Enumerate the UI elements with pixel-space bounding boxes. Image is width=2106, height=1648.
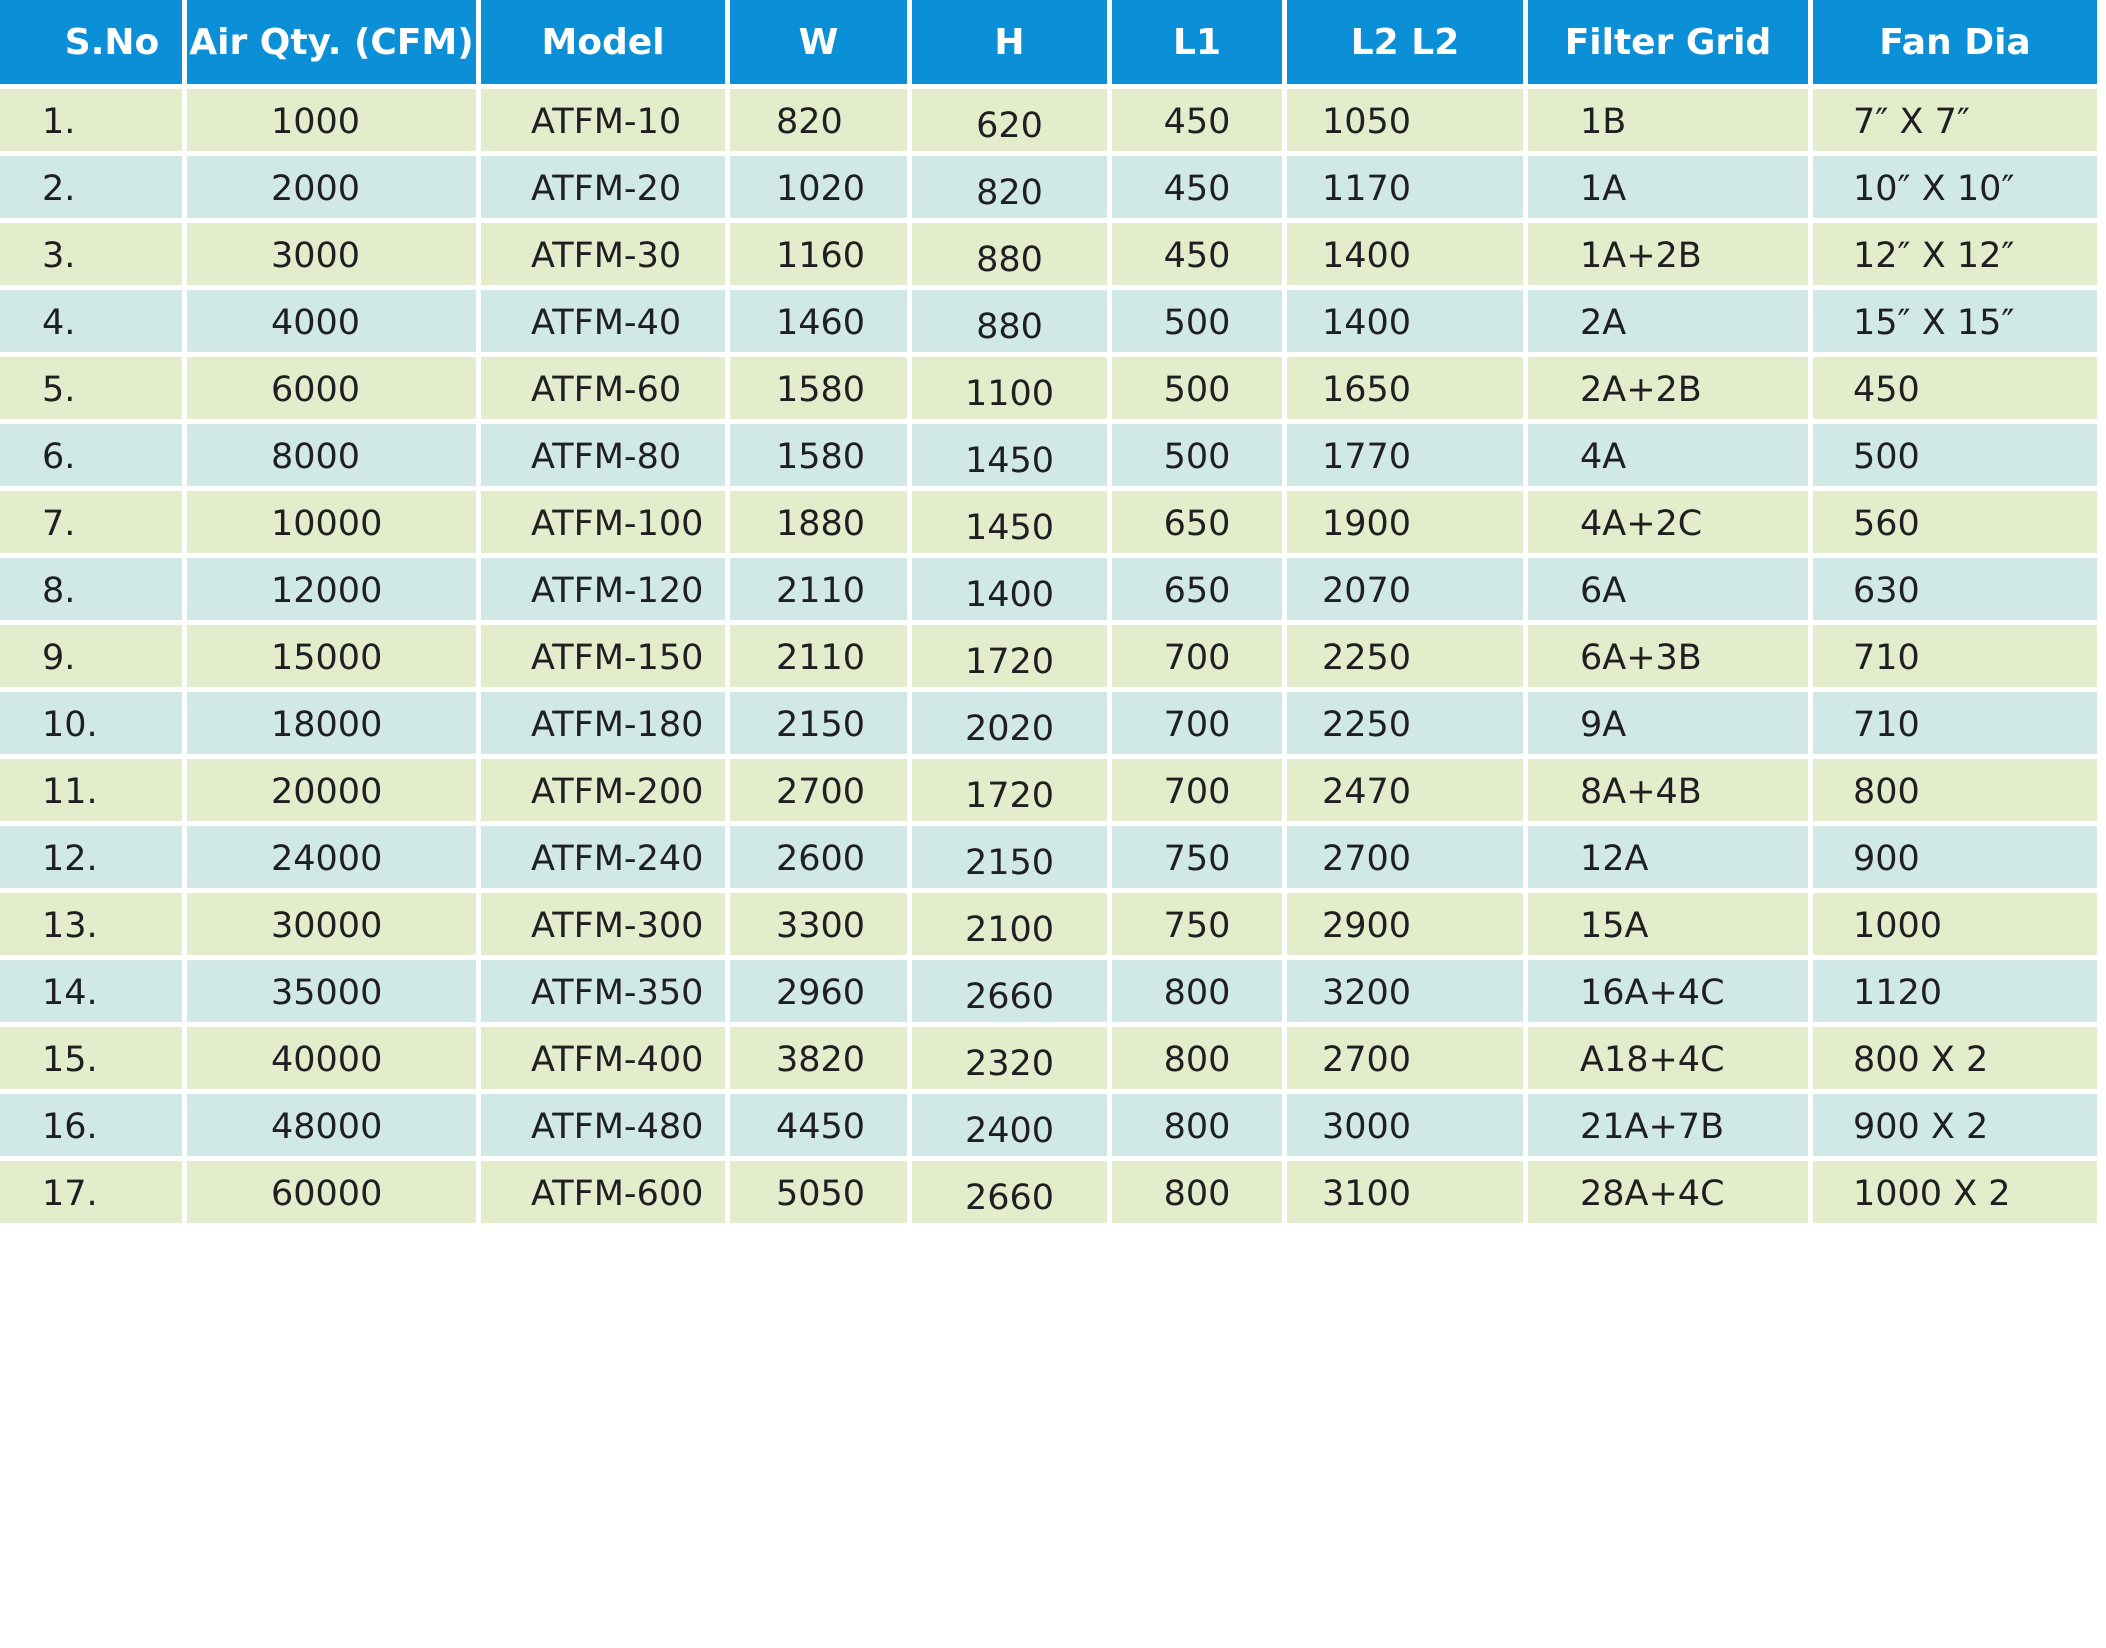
- fan-dia-cell: 900: [1813, 826, 2097, 888]
- h-cell: 1450: [912, 424, 1107, 486]
- filter-grid-cell: 9A: [1528, 692, 1808, 754]
- table-row: [0, 491, 2106, 553]
- table-row: [0, 692, 2106, 754]
- l2-cell: 1400: [1287, 290, 1523, 352]
- l2-cell: 1650: [1287, 357, 1523, 419]
- h-cell: 2400: [912, 1094, 1107, 1156]
- air-qty-cell: 10000: [187, 491, 476, 553]
- model-cell: ATFM-400: [481, 1027, 725, 1089]
- l1-cell: 700: [1112, 759, 1282, 821]
- sno-cell: 12.: [0, 826, 182, 888]
- filter-grid-cell: 1B: [1528, 89, 1808, 151]
- h-cell: 880: [912, 223, 1107, 285]
- air-qty-cell: 4000: [187, 290, 476, 352]
- filter-grid-cell: 2A: [1528, 290, 1808, 352]
- table-row: [0, 625, 2106, 687]
- header-air-qty: Air Qty. (CFM): [187, 0, 476, 84]
- sno-cell: 17.: [0, 1161, 182, 1223]
- l2-cell: 2900: [1287, 893, 1523, 955]
- table-row: [0, 826, 2106, 888]
- l2-cell: 3000: [1287, 1094, 1523, 1156]
- fan-dia-cell: 15″ X 15″: [1813, 290, 2097, 352]
- filter-grid-cell: 4A: [1528, 424, 1808, 486]
- w-cell: 1020: [730, 156, 907, 218]
- filter-grid-cell: 4A+2C: [1528, 491, 1808, 553]
- h-cell: 2100: [912, 893, 1107, 955]
- w-cell: 2700: [730, 759, 907, 821]
- h-cell: 2660: [912, 960, 1107, 1022]
- w-cell: 1460: [730, 290, 907, 352]
- header-filter-grid: Filter Grid: [1528, 0, 1808, 84]
- model-cell: ATFM-240: [481, 826, 725, 888]
- filter-grid-cell: 6A: [1528, 558, 1808, 620]
- w-cell: 2110: [730, 558, 907, 620]
- air-qty-cell: 1000: [187, 89, 476, 151]
- l1-cell: 500: [1112, 357, 1282, 419]
- filter-grid-cell: 8A+4B: [1528, 759, 1808, 821]
- sno-cell: 3.: [0, 223, 182, 285]
- air-qty-cell: 6000: [187, 357, 476, 419]
- l1-cell: 450: [1112, 156, 1282, 218]
- h-cell: 880: [912, 290, 1107, 352]
- l2-cell: 2470: [1287, 759, 1523, 821]
- air-qty-cell: 12000: [187, 558, 476, 620]
- w-cell: 3820: [730, 1027, 907, 1089]
- fan-dia-cell: 7″ X 7″: [1813, 89, 2097, 151]
- fan-dia-cell: 12″ X 12″: [1813, 223, 2097, 285]
- table-row: [0, 89, 2106, 151]
- l2-cell: 2070: [1287, 558, 1523, 620]
- table-row: [0, 1161, 2106, 1223]
- header-h: H: [912, 0, 1107, 84]
- sno-cell: 6.: [0, 424, 182, 486]
- air-qty-cell: 35000: [187, 960, 476, 1022]
- fan-dia-cell: 900 X 2: [1813, 1094, 2097, 1156]
- header-sno: S.No: [0, 0, 182, 84]
- model-cell: ATFM-60: [481, 357, 725, 419]
- model-cell: ATFM-200: [481, 759, 725, 821]
- sno-cell: 7.: [0, 491, 182, 553]
- header-model: Model: [481, 0, 725, 84]
- filter-grid-cell: 15A: [1528, 893, 1808, 955]
- l1-cell: 500: [1112, 290, 1282, 352]
- l2-cell: 2250: [1287, 692, 1523, 754]
- model-cell: ATFM-40: [481, 290, 725, 352]
- table-row: [0, 357, 2106, 419]
- air-qty-cell: 30000: [187, 893, 476, 955]
- l2-cell: 2250: [1287, 625, 1523, 687]
- filter-grid-cell: 12A: [1528, 826, 1808, 888]
- h-cell: 1450: [912, 491, 1107, 553]
- model-cell: ATFM-150: [481, 625, 725, 687]
- w-cell: 3300: [730, 893, 907, 955]
- air-qty-cell: 15000: [187, 625, 476, 687]
- l2-cell: 1050: [1287, 89, 1523, 151]
- h-cell: 820: [912, 156, 1107, 218]
- fan-dia-cell: 450: [1813, 357, 2097, 419]
- air-qty-cell: 18000: [187, 692, 476, 754]
- fan-dia-cell: 800 X 2: [1813, 1027, 2097, 1089]
- w-cell: 2600: [730, 826, 907, 888]
- table-row: [0, 1027, 2106, 1089]
- l2-cell: 2700: [1287, 826, 1523, 888]
- l1-cell: 800: [1112, 1027, 1282, 1089]
- w-cell: 2110: [730, 625, 907, 687]
- table-row: [0, 1094, 2106, 1156]
- w-cell: 820: [730, 89, 907, 151]
- model-cell: ATFM-10: [481, 89, 725, 151]
- model-cell: ATFM-30: [481, 223, 725, 285]
- w-cell: 1580: [730, 424, 907, 486]
- l2-cell: 1900: [1287, 491, 1523, 553]
- h-cell: 2320: [912, 1027, 1107, 1089]
- h-cell: 620: [912, 89, 1107, 151]
- l1-cell: 450: [1112, 223, 1282, 285]
- w-cell: 4450: [730, 1094, 907, 1156]
- header-fan-dia: Fan Dia: [1813, 0, 2097, 84]
- l2-cell: 1770: [1287, 424, 1523, 486]
- table-row: [0, 759, 2106, 821]
- sno-cell: 1.: [0, 89, 182, 151]
- filter-grid-cell: 1A+2B: [1528, 223, 1808, 285]
- l1-cell: 800: [1112, 960, 1282, 1022]
- fan-dia-cell: 500: [1813, 424, 2097, 486]
- h-cell: 1400: [912, 558, 1107, 620]
- air-qty-cell: 20000: [187, 759, 476, 821]
- h-cell: 2150: [912, 826, 1107, 888]
- sno-cell: 2.: [0, 156, 182, 218]
- w-cell: 1880: [730, 491, 907, 553]
- l1-cell: 700: [1112, 625, 1282, 687]
- air-qty-cell: 24000: [187, 826, 476, 888]
- w-cell: 1580: [730, 357, 907, 419]
- sno-cell: 4.: [0, 290, 182, 352]
- table-row: [0, 156, 2106, 218]
- filter-grid-cell: A18+4C: [1528, 1027, 1808, 1089]
- model-cell: ATFM-120: [481, 558, 725, 620]
- fan-dia-cell: 1120: [1813, 960, 2097, 1022]
- h-cell: 1100: [912, 357, 1107, 419]
- w-cell: 1160: [730, 223, 907, 285]
- filter-grid-cell: 16A+4C: [1528, 960, 1808, 1022]
- sno-cell: 8.: [0, 558, 182, 620]
- table-row: [0, 424, 2106, 486]
- h-cell: 2020: [912, 692, 1107, 754]
- fan-dia-cell: 1000: [1813, 893, 2097, 955]
- air-qty-cell: 3000: [187, 223, 476, 285]
- h-cell: 2660: [912, 1161, 1107, 1223]
- sno-cell: 14.: [0, 960, 182, 1022]
- model-cell: ATFM-600: [481, 1161, 725, 1223]
- fan-dia-cell: 710: [1813, 625, 2097, 687]
- fan-dia-cell: 800: [1813, 759, 2097, 821]
- table-row: [0, 290, 2106, 352]
- fan-dia-cell: 560: [1813, 491, 2097, 553]
- l1-cell: 450: [1112, 89, 1282, 151]
- l1-cell: 800: [1112, 1094, 1282, 1156]
- model-cell: ATFM-180: [481, 692, 725, 754]
- sno-cell: 11.: [0, 759, 182, 821]
- l1-cell: 750: [1112, 893, 1282, 955]
- filter-grid-cell: 28A+4C: [1528, 1161, 1808, 1223]
- fan-dia-cell: 10″ X 10″: [1813, 156, 2097, 218]
- h-cell: 1720: [912, 625, 1107, 687]
- l2-cell: 2700: [1287, 1027, 1523, 1089]
- table-row: [0, 558, 2106, 620]
- air-qty-cell: 8000: [187, 424, 476, 486]
- fan-dia-cell: 1000 X 2: [1813, 1161, 2097, 1223]
- sno-cell: 13.: [0, 893, 182, 955]
- l1-cell: 800: [1112, 1161, 1282, 1223]
- l1-cell: 650: [1112, 558, 1282, 620]
- l1-cell: 500: [1112, 424, 1282, 486]
- model-cell: ATFM-300: [481, 893, 725, 955]
- model-cell: ATFM-20: [481, 156, 725, 218]
- l2-cell: 1400: [1287, 223, 1523, 285]
- sno-cell: 5.: [0, 357, 182, 419]
- l1-cell: 750: [1112, 826, 1282, 888]
- header-w: W: [730, 0, 907, 84]
- w-cell: 2960: [730, 960, 907, 1022]
- table-row: [0, 223, 2106, 285]
- l2-cell: 3200: [1287, 960, 1523, 1022]
- l1-cell: 650: [1112, 491, 1282, 553]
- model-cell: ATFM-80: [481, 424, 725, 486]
- l2-cell: 1170: [1287, 156, 1523, 218]
- sno-cell: 9.: [0, 625, 182, 687]
- air-qty-cell: 48000: [187, 1094, 476, 1156]
- sno-cell: 15.: [0, 1027, 182, 1089]
- air-qty-cell: 60000: [187, 1161, 476, 1223]
- table-row: [0, 960, 2106, 1022]
- w-cell: 5050: [730, 1161, 907, 1223]
- w-cell: 2150: [730, 692, 907, 754]
- table-row: [0, 893, 2106, 955]
- filter-grid-cell: 2A+2B: [1528, 357, 1808, 419]
- l1-cell: 700: [1112, 692, 1282, 754]
- header-l2: L2 L2: [1287, 0, 1523, 84]
- l2-cell: 3100: [1287, 1161, 1523, 1223]
- air-qty-cell: 2000: [187, 156, 476, 218]
- model-cell: ATFM-480: [481, 1094, 725, 1156]
- fan-dia-cell: 630: [1813, 558, 2097, 620]
- air-qty-cell: 40000: [187, 1027, 476, 1089]
- h-cell: 1720: [912, 759, 1107, 821]
- filter-grid-cell: 21A+7B: [1528, 1094, 1808, 1156]
- model-cell: ATFM-100: [481, 491, 725, 553]
- fan-dia-cell: 710: [1813, 692, 2097, 754]
- header-l1: L1: [1112, 0, 1282, 84]
- sno-cell: 16.: [0, 1094, 182, 1156]
- model-cell: ATFM-350: [481, 960, 725, 1022]
- sno-cell: 10.: [0, 692, 182, 754]
- filter-grid-cell: 1A: [1528, 156, 1808, 218]
- table-header: [0, 0, 2106, 84]
- filter-grid-cell: 6A+3B: [1528, 625, 1808, 687]
